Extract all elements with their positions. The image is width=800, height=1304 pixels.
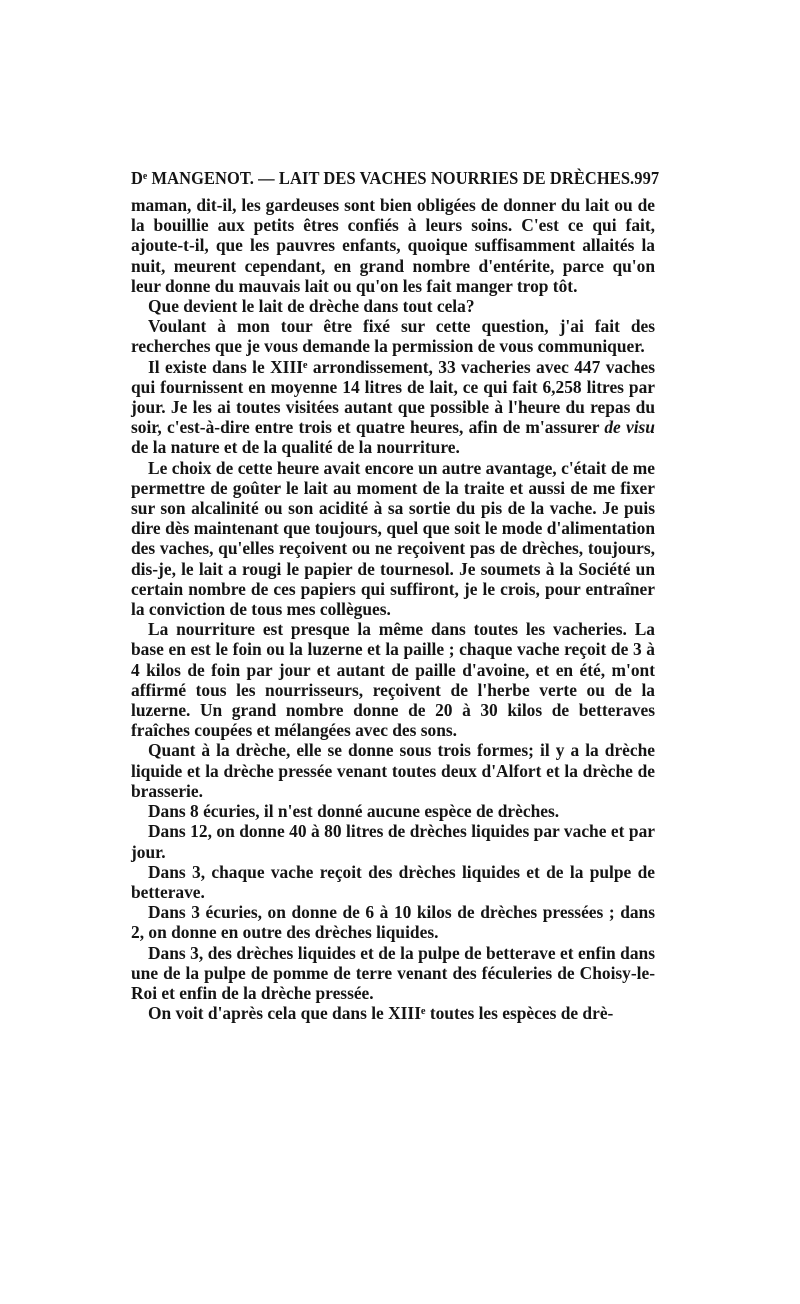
paragraph-12: Dans 3, des drèches liquides et de la pulpe de betterave et enfin dans une de la pulpe de pomme de terre venant des féculeries de Choisy-le-Roi et enfin de la drèche pressée. [131,942,655,1003]
paragraph-6: La nourriture est presque la même dans toutes les vacheries. La base en est le foin ou la luzerne et la paille ; chaque vache reçoit de 3 à 4 kilos de foin par jour et autant de paille d'avoine, et en été, m'ont affirmé tous les nourrisseurs, reçoivent de l'herbe verte ou de la luzerne. Un grand nombre donne de 20 à 30 kilos de betteraves fraîches coupées et mélangées avec des sons. [131,619,655,741]
body-text [131,195,655,1023]
paragraph-3: Voulant à mon tour être fixé sur cette question, j'ai fait des recherches que je vous demande la permission de vous communiquer. [131,316,655,357]
paragraph-4-italic: de visu [604,417,655,438]
paragraph-9: Dans 12, on donne 40 à 80 litres de drèches liquides par vache et par jour. [131,821,655,862]
paragraph-1: maman, dit-il, les gardeuses sont bien obligées de donner du lait ou de la bouillie aux petits êtres confiés à leurs soins. C'est ce qui fait, ajoute-t-il, que les pauvres enfants, quoique suffisamment allaités la nuit, meurent cependant, en grand nombre d'entérite, parce qu'on leur donne du mauvais lait ou qu'on les fait manger trop tôt. [131,195,655,296]
paragraph-4-text: Il existe dans le XIIIᵉ arrondissement, 33 vacheries avec 447 vaches qui fournissent en moyenne 14 litres de lait, ce qui fait 6,258 litres par jour. Je les ai toutes visitées autant que possible à l'heure du repas du soir, c'est-à-dire entre trois et quatre heures, afin de m'assurer [131,356,655,438]
paragraph-11: Dans 3 écuries, on donne de 6 à 10 kilos de drèches pressées ; dans 2, on donne en outre des drèches liquides. [131,902,655,943]
paragraph-8: Dans 8 écuries, il n'est donné aucune espèce de drèches. [148,801,560,822]
header-title: Dᵉ MANGENOT. — LAIT DES VACHES NOURRIES DE DRÈCHES. [131,168,635,188]
paragraph-4-after: de la nature et de la qualité de la nourriture. [131,437,460,458]
paragraph-5: Le choix de cette heure avait encore un autre avantage, c'était de me permettre de goûter le lait au moment de la traite et aussi de me fixer sur son alcalinité ou son acidité à sa sortie du pis de la vache. Je puis dire dès maintenant que toujours, quel que soit le mode d'alimentation des vaches, qu'elles reçoivent ou ne reçoivent pas de drèches, toujours, dis-je, le lait a rougi le papier de tournesol. Je soumets à la Société un certain nombre de ces papiers qui suffiront, je le crois, pour entraîner la conviction de tous mes collègues. [131,457,655,620]
paragraph-2: Que devient le lait de drèche dans tout cela? [148,296,475,317]
paragraph-13: On voit d'après cela que dans le XIIIᵉ toutes les espèces de drè- [148,1003,614,1024]
paragraph-7: Quant à la drèche, elle se donne sous trois formes; il y a la drèche liquide et la drèche pressée venant toutes deux d'Alfort et la drèche de brasserie. [131,740,655,801]
paragraph-4 [131,357,655,458]
page-number: 997 [634,168,660,188]
running-head [131,168,660,189]
paragraph-10: Dans 3, chaque vache reçoit des drèches liquides et de la pulpe de betterave. [131,861,655,902]
book-page [131,168,660,1024]
